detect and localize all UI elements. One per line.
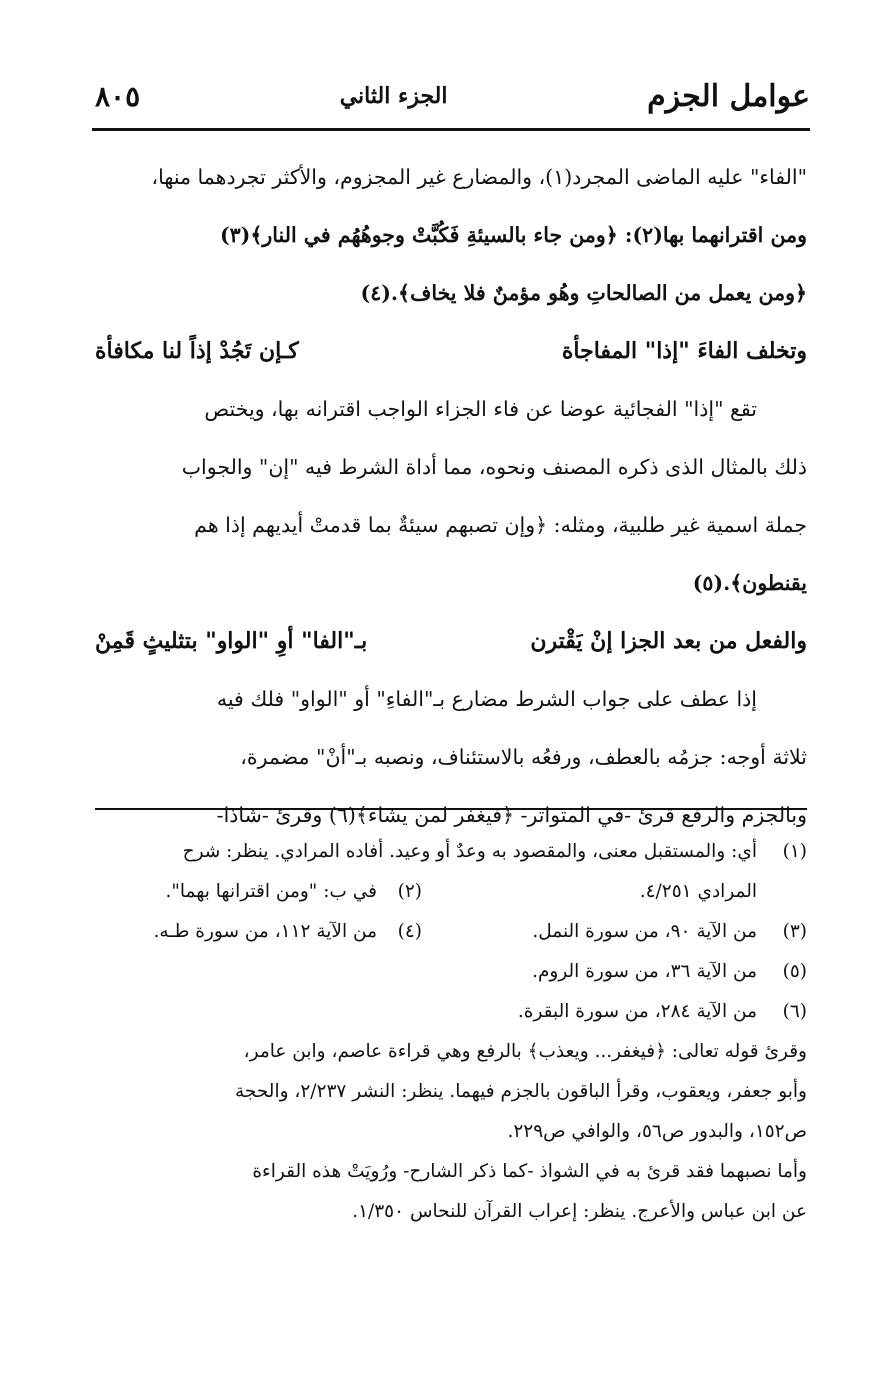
footnote-text: المرادي ٤/٢٥١. — [639, 881, 757, 902]
main-text — [95, 148, 807, 844]
footnote-text: من الآية ٩٠، من سورة النمل. — [532, 921, 757, 942]
text-line: ذلك بالمثال الذى ذكره المصنف ونحوه، مما أداة الشرط فيه "إن" والجواب — [181, 455, 807, 479]
footnote-paragraph-line: وأبو جعفر، ويعقوب، وقرأ الباقون بالجزم فيهما. ينظر: النشر ٢/٢٣٧، والحجة — [235, 1081, 807, 1102]
footnote-text: من الآية ٣٦، من سورة الروم. — [532, 961, 757, 982]
footnote-1-continued — [422, 872, 757, 912]
footnote-3 — [422, 912, 807, 952]
text-line: وبالجزم والرفع قرئ -في المتواتر- ﴿فيغفر لمن يشاء﴾(٦) وقرئ -شاذا- — [216, 803, 807, 827]
verse-line — [95, 612, 807, 670]
footnote-text: من الآية ٢٨٤، من سورة البقرة. — [517, 1001, 757, 1022]
footnote-number: (١) — [782, 841, 807, 862]
verse-second-hemistich: كـإن تَجُدْ إذاً لنا مكافأة — [95, 338, 299, 364]
page-number: ٨٠٥ — [95, 79, 141, 113]
footnote-paragraph-line: وقرئ قوله تعالى: ﴿فيغفر... ويعذب﴾ بالرفع وهي قراءة عاصم، وابن عامر، — [243, 1041, 807, 1062]
footnote-6 — [95, 992, 807, 1032]
verse-line — [95, 322, 807, 380]
verse-first-hemistich: والفعل من بعد الجزا إنْ يَقْترن — [530, 628, 807, 654]
footnote-row — [95, 872, 807, 912]
text-line: تقع "إذا" الفجائية عوضا عن فاء الجزاء الواجب اقترانه بها، ويختص — [204, 397, 757, 421]
footnote-number: (٤) — [397, 921, 422, 942]
footnotes — [95, 832, 807, 1232]
header-rule — [92, 128, 810, 131]
footnote-number: (٣) — [782, 921, 807, 942]
footnote-row — [95, 912, 807, 952]
footnote-text: أي: والمستقبل معنى، والمقصود به وعدٌ أو وعيد. أفاده المرادي. ينظر: شرح — [182, 841, 757, 862]
text-line: ومن اقترانهما بها(٢): ﴿ومن جاء بالسيئةِ فَكُبَّتْ وجوهُهُم في النار﴾(٣) — [219, 223, 807, 247]
footnote-paragraph-line: وأما نصبهما فقد قرئ به في الشواذ -كما ذكر الشارح- ورُويَتْ هذه القراءة — [252, 1161, 807, 1182]
running-header — [95, 72, 810, 120]
footnote-number: (٥) — [782, 961, 807, 982]
footnote-paragraph-line: ص١٥٢، والبدور ص٥٦، والوافي ص٢٢٩. — [507, 1121, 807, 1142]
verse-first-hemistich: وتخلف الفاءَ "إذا" المفاجأة — [561, 338, 807, 364]
footnote-text: من الآية ١١٢، من سورة طـه. — [153, 921, 377, 942]
part-label: الجزء الثاني — [339, 83, 448, 109]
footnote-number: (٦) — [782, 1001, 807, 1022]
text-line: يقنطون﴾.(٥) — [692, 571, 807, 595]
footnote-5 — [95, 952, 807, 992]
text-line: جملة اسمية غير طلبية، ومثله: ﴿وإن تصبهم سيئةٌ بما قدمتْ أيديهم إذا هم — [194, 513, 807, 537]
text-line: ثلاثة أوجه: جزمُه بالعطف، ورفعُه بالاستئناف، ونصبه بـ"أنْ" مضمرة، — [240, 745, 807, 769]
chapter-title: عوامل الجزم — [647, 78, 810, 114]
footnote-separator — [95, 808, 807, 810]
text-line: "الفاء" عليه الماضى المجرد(١)، والمضارع غير المجزوم، والأكثر تجردهما منها، — [151, 165, 807, 189]
text-line: ﴿ومن يعمل من الصالحاتِ وهُو مؤمنٌ فلا يخاف﴾.(٤) — [360, 281, 807, 305]
text-line: إذا عطف على جواب الشرط مضارع بـ"الفاءِ" أو "الواو" فلك فيه — [216, 687, 757, 711]
footnote-4 — [153, 912, 422, 952]
footnote-2 — [166, 872, 423, 912]
footnote-text: في ب: "ومن اقترانها بهما". — [165, 881, 377, 902]
footnote-paragraph-line: عن ابن عباس والأعرج. ينظر: إعراب القرآن للنحاس ١/٣٥٠. — [352, 1201, 807, 1222]
footnote-1 — [95, 832, 807, 872]
footnote-number: (٢) — [397, 881, 422, 902]
verse-second-hemistich: بـ"الفا" أوِ "الواو" بتثليثٍ قَمِنْ — [95, 628, 368, 654]
